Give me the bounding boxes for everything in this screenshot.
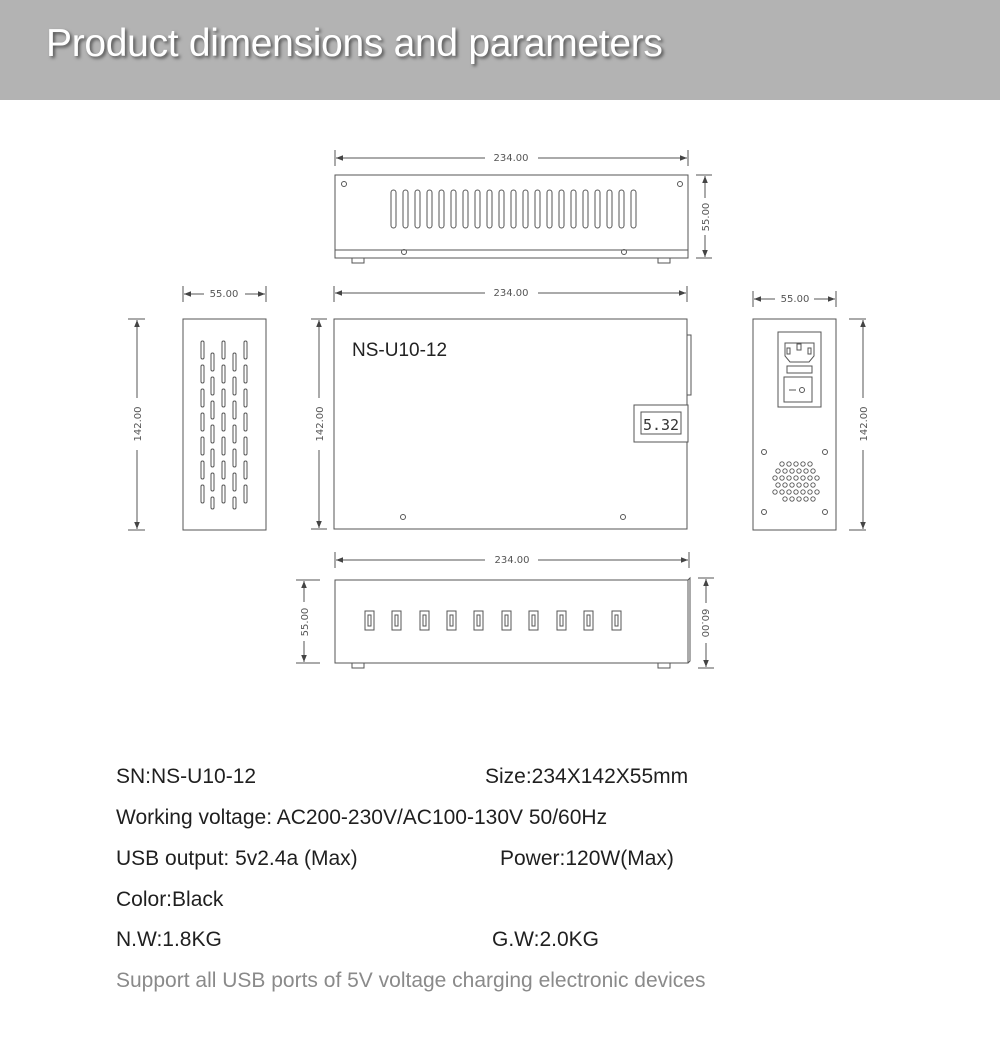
front-model-label: NS-U10-12 [352, 340, 448, 361]
spec-usb-output: USB output: 5v2.4a (Max) [116, 847, 358, 870]
rear-view [296, 552, 714, 668]
spec-color: Color:Black [116, 888, 224, 911]
page-title: Product dimensions and parameters [46, 22, 663, 65]
left-height-label: 142.00 [133, 406, 144, 442]
front-height-label: 142.00 [315, 406, 326, 442]
spec-gross-weight: G.W:2.0KG [492, 928, 599, 951]
spec-voltage: Working voltage: AC200-230V/AC100-130V 50/60Hz [116, 806, 608, 829]
rear-height-right-label: 60.00 [699, 608, 710, 638]
left-view [128, 286, 266, 530]
front-view [311, 286, 691, 529]
front-width-label: 234.00 [493, 288, 529, 299]
rear-width-label: 234.00 [494, 555, 530, 566]
top-height-label: 55.00 [701, 202, 712, 232]
spec-size: Size:234X142X55mm [485, 765, 689, 788]
rear-height-left-label: 55.00 [300, 607, 311, 637]
spec-sn: SN:NS-U10-12 [116, 765, 257, 788]
spec-power: Power:120W(Max) [500, 847, 674, 870]
display-reading: 5.32 [642, 416, 680, 434]
spec-support-note: Support all USB ports of 5V voltage charging electronic devices [116, 969, 706, 992]
spec-net-weight: N.W:1.8KG [116, 928, 222, 951]
top-width-label: 234.00 [493, 153, 529, 164]
left-width-label: 55.00 [209, 289, 239, 300]
right-width-label: 55.00 [780, 294, 810, 305]
right-height-label: 142.00 [859, 406, 870, 442]
